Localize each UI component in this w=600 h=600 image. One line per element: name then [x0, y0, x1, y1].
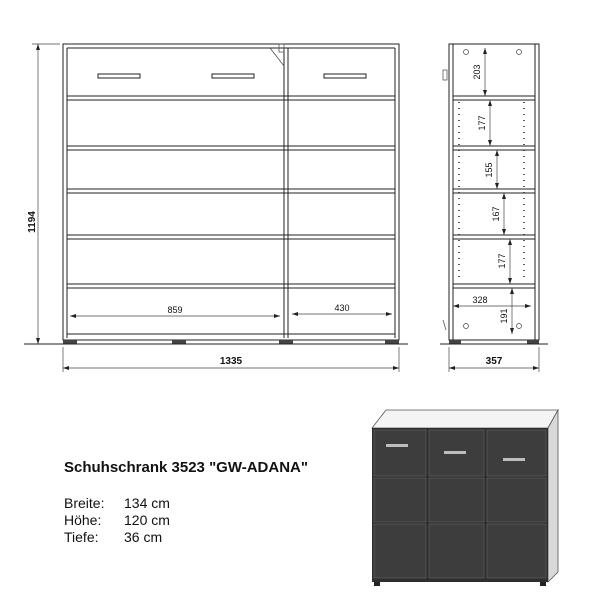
handle-left-1: [98, 74, 140, 78]
handle-left-2: [212, 74, 254, 78]
shelf-dimensions: [472, 48, 514, 334]
dim-total-height: 1194: [27, 211, 38, 233]
spec-value: 134 cm: [124, 495, 170, 511]
dim-inner-depth: 328: [472, 295, 488, 305]
dim-shelf-1: 203: [472, 64, 482, 80]
spec-value: 120 cm: [124, 512, 170, 528]
spec-row-height: [64, 512, 170, 529]
dim-depth: 357: [485, 356, 503, 367]
dim-shelf-3: 155: [484, 162, 494, 178]
spec-label: Breite:: [64, 495, 105, 511]
spec-label: Höhe:: [64, 512, 102, 528]
side-view: [440, 44, 548, 372]
spec-row-width: [64, 495, 170, 512]
spec-value: 36 cm: [124, 529, 163, 545]
front-shelves: [67, 96, 395, 334]
foot: [385, 340, 399, 344]
side-outer-frame: [449, 44, 539, 340]
dim-total-width: 1335: [219, 356, 243, 367]
dim-shelf-5: 177: [497, 253, 507, 269]
spec-list: [64, 495, 170, 546]
front-view: [24, 44, 408, 372]
spec-label: Tiefe:: [64, 529, 99, 545]
dim-right-inner-width: 430: [334, 303, 350, 313]
side-shelves: [453, 96, 535, 288]
handle-right: [324, 74, 366, 78]
foot: [279, 340, 293, 344]
product-title: Schuhschrank 3523 "GW-ADANA": [64, 459, 308, 476]
foot: [172, 340, 186, 344]
dim-shelf-2: 177: [477, 115, 487, 131]
dim-left-inner-width: 859: [167, 305, 183, 315]
front-outer-frame: [63, 44, 399, 340]
dim-shelf-6: 191: [499, 308, 509, 324]
spec-row-depth: [64, 529, 170, 546]
foot: [63, 340, 77, 344]
cabinet-3d-illustration: [372, 410, 558, 586]
dim-shelf-4: 167: [491, 206, 501, 222]
